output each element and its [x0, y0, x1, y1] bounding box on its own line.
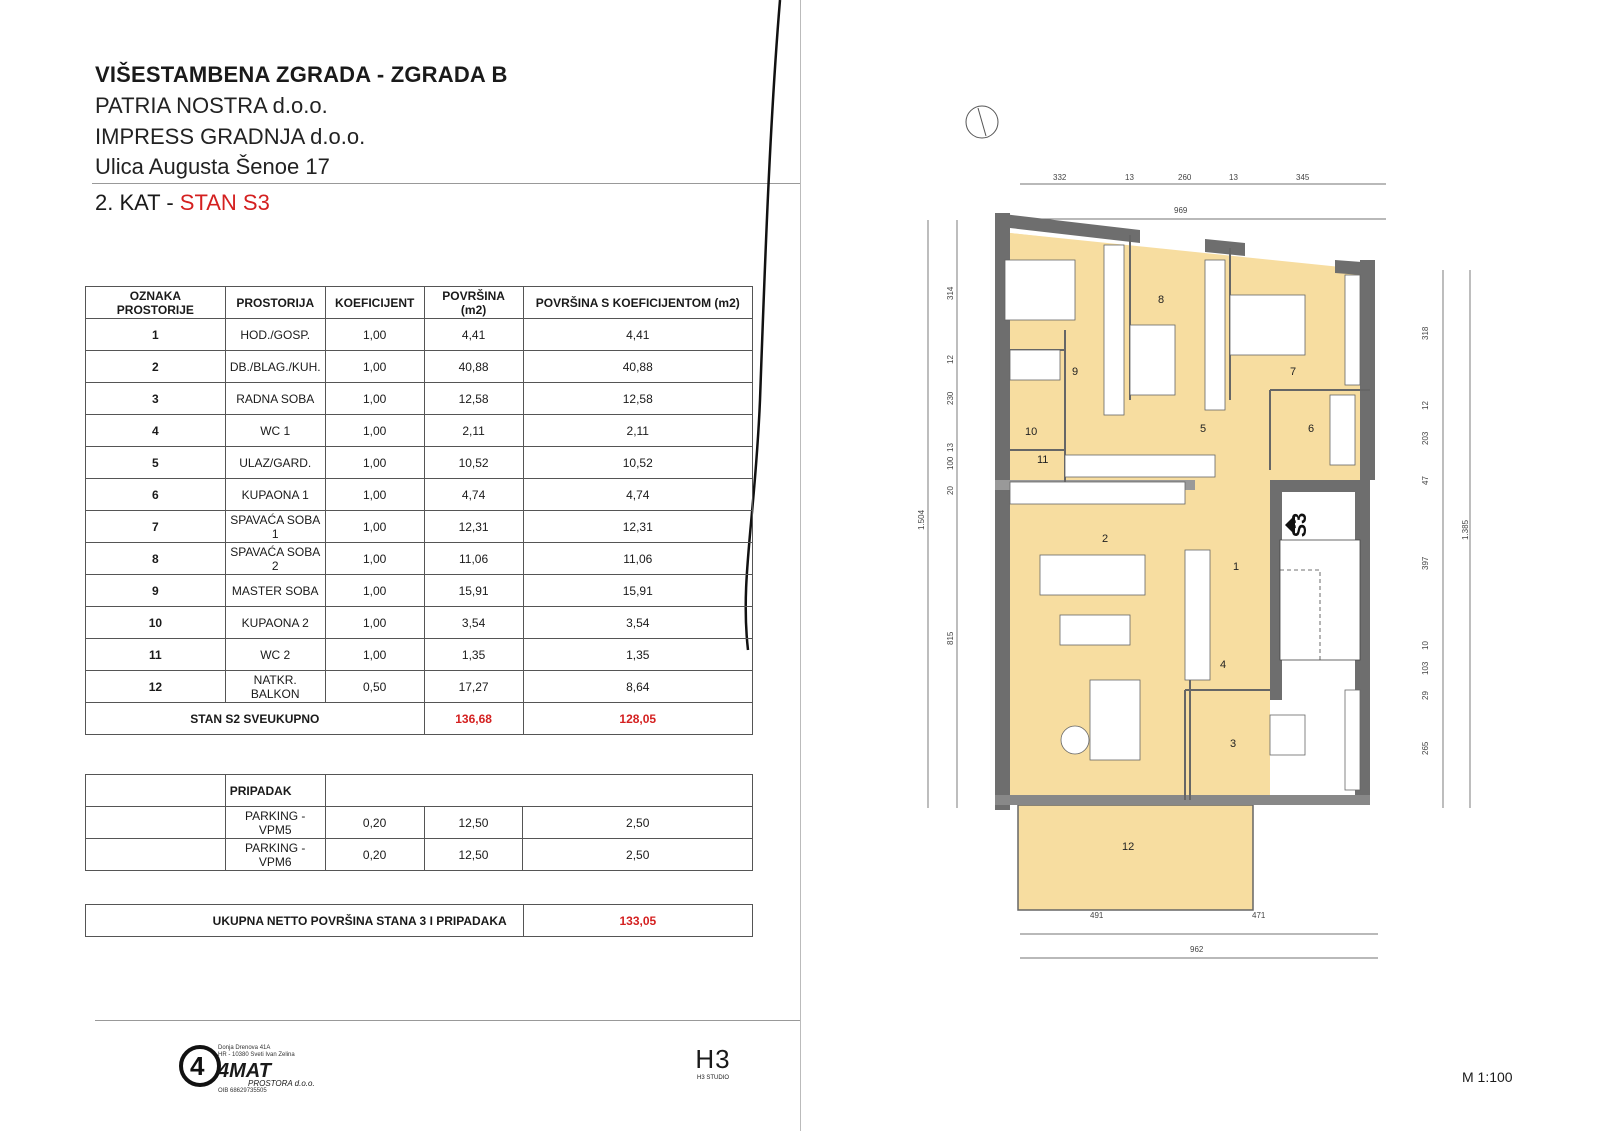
room-code: 1 [86, 319, 226, 351]
table-row [86, 543, 753, 575]
dim-left-2: 12 [946, 355, 955, 364]
col-header-room: PROSTORIJA [225, 287, 325, 319]
room-area-coef: 4,74 [523, 479, 752, 511]
room-coef: 1,00 [325, 479, 424, 511]
floor-plan [900, 100, 1470, 970]
dim-top-total: 969 [1174, 206, 1188, 215]
dim-right-1: 318 [1421, 326, 1430, 340]
dim-bottom-total: 962 [1190, 945, 1204, 954]
logo-phone: OIB 68629735505 [218, 1088, 267, 1094]
parking-area-coef: 2,50 [523, 839, 753, 871]
dim-right-7: 103 [1421, 661, 1430, 675]
header-divider [92, 183, 800, 184]
table-row [86, 319, 753, 351]
table-header-row [86, 287, 753, 319]
dim-left-6: 20 [946, 486, 955, 495]
dim-left-7: 815 [946, 631, 955, 645]
table-row [86, 639, 753, 671]
rooms-table [85, 286, 753, 735]
appurtenance-table [85, 774, 753, 871]
room-area: 10,52 [424, 447, 523, 479]
appurtenance-header-row [86, 775, 753, 807]
dim-left-4: 13 [946, 443, 955, 452]
unit-name: STAN S3 [179, 190, 270, 215]
room-area: 11,06 [424, 543, 523, 575]
company-logo [178, 1044, 318, 1094]
dim-left-5: 100 [946, 456, 955, 470]
room-code: 4 [86, 415, 226, 447]
room-area-coef: 40,88 [523, 351, 752, 383]
logo-brand: 4MAT [218, 1060, 271, 1082]
parking-coef: 0,20 [325, 839, 424, 871]
room-coef: 1,00 [325, 447, 424, 479]
room-code: 7 [86, 511, 226, 543]
room-coef: 1,00 [325, 543, 424, 575]
room-name: KUPAONA 1 [225, 479, 325, 511]
room-code: 9 [86, 575, 226, 607]
floor-title [95, 190, 270, 216]
room-name: SPAVAĆA SOBA 2 [225, 543, 325, 575]
table-row [86, 479, 753, 511]
north-arrow-icon [966, 106, 998, 138]
parking-area: 12,50 [424, 839, 523, 871]
room-area-coef: 10,52 [523, 447, 752, 479]
dim-top-1: 332 [1053, 173, 1067, 182]
room-code: 12 [86, 671, 226, 703]
summary-table [85, 904, 753, 937]
svg-text:4: 4 [190, 1051, 205, 1081]
room-code: 2 [86, 351, 226, 383]
room-coef: 1,00 [325, 415, 424, 447]
parking-area: 12,50 [424, 807, 523, 839]
appurtenance-header: PRIPADAK [225, 775, 325, 807]
room-area: 3,54 [424, 607, 523, 639]
room-area: 12,58 [424, 383, 523, 415]
dim-right-3: 203 [1421, 431, 1430, 445]
room-area-coef: 11,06 [523, 543, 752, 575]
room-10: 10 [1025, 426, 1038, 438]
stairwell [1280, 540, 1360, 660]
room-area: 4,74 [424, 479, 523, 511]
table-row [86, 839, 753, 871]
room-area-coef: 15,91 [523, 575, 752, 607]
room-coef: 1,00 [325, 383, 424, 415]
company-2: IMPRESS GRADNJA d.o.o. [95, 124, 366, 149]
address: Ulica Augusta Šenoe 17 [95, 154, 330, 179]
room-area-coef: 4,41 [523, 319, 752, 351]
logo-circle-icon [178, 1044, 222, 1088]
total-label: STAN S2 SVEUKUPNO [86, 703, 425, 735]
building-title: VIŠESTAMBENA ZGRADA - ZGRADA B [95, 62, 508, 87]
dim-right-8: 29 [1421, 691, 1430, 700]
dim-top-4: 13 [1229, 173, 1238, 182]
summary-label: UKUPNA NETTO POVRŠINA STANA 3 I PRIPADAKA [86, 905, 524, 937]
room-name: MASTER SOBA [225, 575, 325, 607]
logo-address-1: Donja Drenova 41A [218, 1045, 271, 1051]
room-4: 4 [1220, 659, 1227, 671]
room-12: 12 [1122, 841, 1135, 853]
room-2: 2 [1102, 533, 1109, 545]
dim-bottom-2: 471 [1252, 911, 1266, 920]
dim-right-6: 10 [1421, 641, 1430, 650]
studio-name: H3 STUDIO [696, 1075, 729, 1081]
col-header-coef: KOEFICIJENT [325, 287, 424, 319]
room-name: DB./BLAG./KUH. [225, 351, 325, 383]
table-row [86, 415, 753, 447]
studio-logo [688, 1044, 738, 1081]
room-coef: 0,50 [325, 671, 424, 703]
summary-value: 133,05 [523, 905, 752, 937]
room-7: 7 [1290, 366, 1297, 378]
room-area-coef: 8,64 [523, 671, 752, 703]
dim-top-5: 345 [1296, 173, 1310, 182]
room-name: WC 1 [225, 415, 325, 447]
room-area: 15,91 [424, 575, 523, 607]
table-row [86, 383, 753, 415]
table-row [86, 671, 753, 703]
table-row [86, 447, 753, 479]
parking-name: PARKING - VPM5 [225, 807, 325, 839]
total-area: 136,68 [424, 703, 523, 735]
room-1: 1 [1233, 561, 1240, 573]
total-area-coef: 128,05 [523, 703, 752, 735]
table-row [86, 511, 753, 543]
room-code: 11 [86, 639, 226, 671]
col-header-code: OZNAKA PROSTORIJE [86, 287, 226, 319]
room-area: 40,88 [424, 351, 523, 383]
room-area-coef: 12,31 [523, 511, 752, 543]
page-divider [800, 0, 801, 1131]
room-code: 6 [86, 479, 226, 511]
dim-top-3: 260 [1178, 173, 1192, 182]
unit-label [1285, 513, 1311, 537]
table-row [86, 351, 753, 383]
dim-top-2: 13 [1125, 173, 1134, 182]
room-code: 8 [86, 543, 226, 575]
room-name: NATKR. BALKON [225, 671, 325, 703]
room-name: HOD./GOSP. [225, 319, 325, 351]
parking-coef: 0,20 [325, 807, 424, 839]
room-3: 3 [1230, 738, 1237, 750]
room-name: RADNA SOBA [225, 383, 325, 415]
room-area: 2,11 [424, 415, 523, 447]
col-header-area-coef: POVRŠINA S KOEFICIJENTOM (m2) [523, 287, 752, 319]
summary-row [86, 905, 753, 937]
table-row [86, 807, 753, 839]
footer-divider [95, 1020, 800, 1021]
room-area-coef: 3,54 [523, 607, 752, 639]
col-header-area: POVRŠINA (m2) [424, 287, 523, 319]
parking-name: PARKING - VPM6 [225, 839, 325, 871]
room-coef: 1,00 [325, 319, 424, 351]
dim-right-total: 1.385 [1461, 519, 1470, 540]
dim-right-2: 12 [1421, 401, 1430, 410]
room-name: ULAZ/GARD. [225, 447, 325, 479]
logo-address-2: HR - 10380 Sveti Ivan Zelina [218, 1052, 295, 1058]
company-1: PATRIA NOSTRA d.o.o. [95, 93, 328, 118]
dim-left-3: 230 [946, 391, 955, 405]
room-coef: 1,00 [325, 639, 424, 671]
room-6: 6 [1308, 423, 1315, 435]
room-area-coef: 2,11 [523, 415, 752, 447]
parking-area-coef: 2,50 [523, 807, 753, 839]
room-area: 12,31 [424, 511, 523, 543]
room-coef: 1,00 [325, 607, 424, 639]
room-area: 4,41 [424, 319, 523, 351]
room-area-coef: 1,35 [523, 639, 752, 671]
svg-text:S3: S3 [1289, 512, 1311, 538]
dim-right-9: 265 [1421, 741, 1430, 755]
room-9: 9 [1072, 366, 1079, 378]
room-coef: 1,00 [325, 351, 424, 383]
room-8: 8 [1158, 294, 1165, 306]
room-coef: 1,00 [325, 511, 424, 543]
room-code: 10 [86, 607, 226, 639]
room-area: 17,27 [424, 671, 523, 703]
room-area: 1,35 [424, 639, 523, 671]
room-area-coef: 12,58 [523, 383, 752, 415]
table-row [86, 607, 753, 639]
floor-prefix: 2. KAT - [95, 190, 180, 215]
total-row [86, 703, 753, 735]
room-name: KUPAONA 2 [225, 607, 325, 639]
dim-left-1: 314 [946, 286, 955, 300]
room-5: 5 [1200, 423, 1207, 435]
room-name: WC 2 [225, 639, 325, 671]
dim-right-5: 397 [1421, 556, 1430, 570]
room-name: SPAVAĆA SOBA 1 [225, 511, 325, 543]
scale-label: M 1:100 [1462, 1069, 1513, 1085]
balcony [1018, 805, 1253, 910]
room-11: 11 [1037, 454, 1049, 466]
room-code: 5 [86, 447, 226, 479]
table-row [86, 575, 753, 607]
dim-bottom-1: 491 [1090, 911, 1104, 920]
room-code: 3 [86, 383, 226, 415]
room-coef: 1,00 [325, 575, 424, 607]
studio-mark: H3 [695, 1044, 731, 1074]
dim-right-4: 47 [1421, 476, 1430, 485]
dim-left-total: 1.504 [917, 509, 926, 530]
logo-brand-sub: PROSTORA d.o.o. [248, 1079, 315, 1088]
